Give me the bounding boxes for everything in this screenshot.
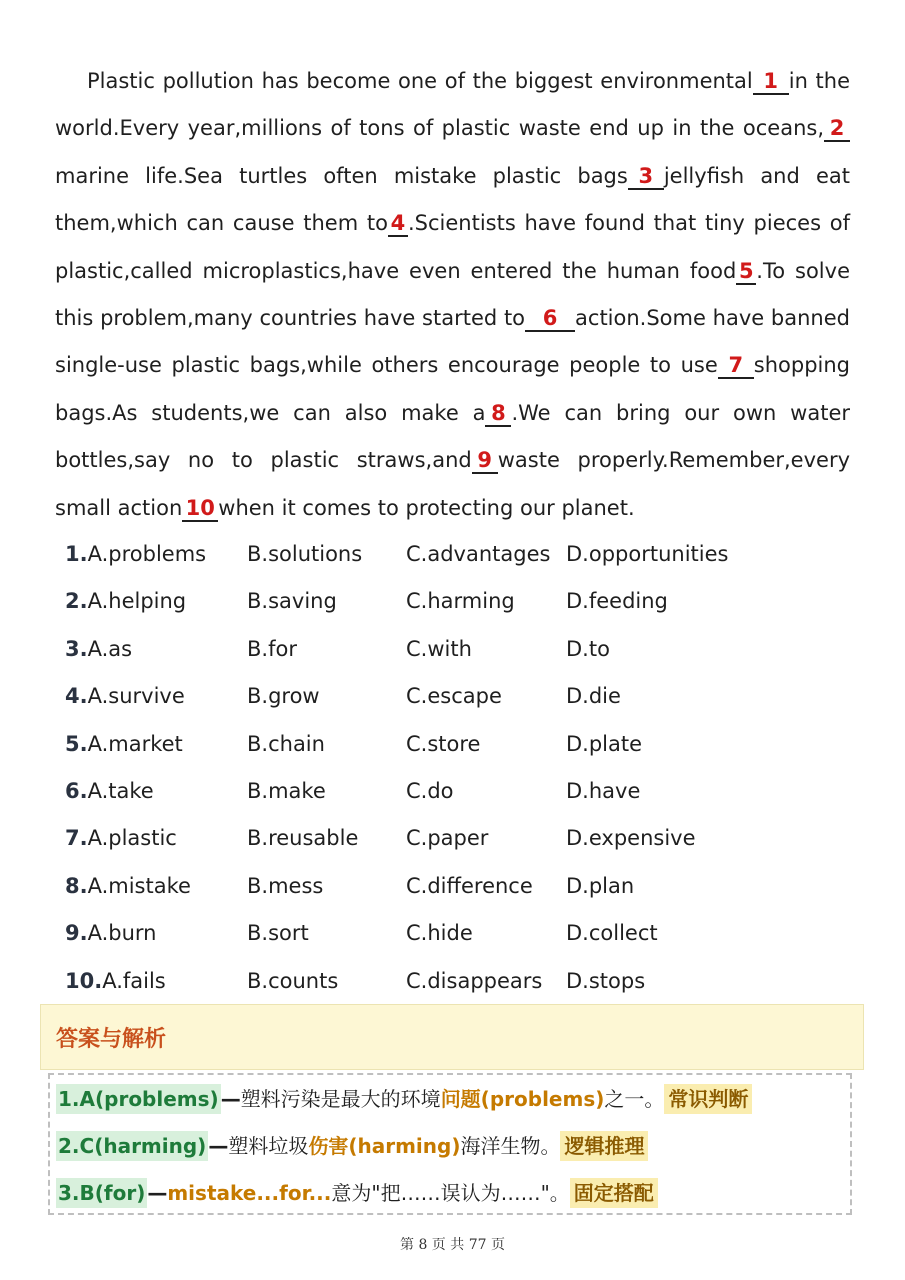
option-b: B.mess [247,873,324,898]
blank-6: 6 [525,306,575,332]
option-row [65,815,855,862]
option-a: 7.A.plastic [65,826,177,851]
option-d: D.plan [566,873,635,898]
option-row [65,721,855,768]
option-row [65,578,855,625]
answer-category-tag: 常识判断 [664,1084,752,1114]
blank-8: 8 [485,401,511,427]
answer-category-tag: 固定搭配 [570,1178,658,1208]
option-c: C.harming [406,589,515,614]
option-a: 4.A.survive [65,684,185,709]
option-d: D.to [566,636,610,661]
answer-text: 意为"把……误认为……"。 [331,1181,570,1205]
option-row [65,910,855,957]
answer-text: 海洋生物。 [460,1134,561,1158]
answer-section-title: 答案与解析 [56,1027,167,1052]
option-row [65,958,855,1005]
option-row [65,863,855,910]
question-number: 5. [65,731,88,756]
option-d: D.collect [566,921,658,946]
question-number: 4. [65,684,88,709]
option-b: B.counts [247,968,339,993]
answer-text: 塑料垃圾 [228,1134,309,1158]
option-b: B.solutions [247,542,363,566]
answer-key: 1.A(problems) [56,1084,221,1114]
option-a: 1.A.problems [65,542,207,566]
option-b: B.sort [247,921,309,946]
question-number: 10. [65,968,103,993]
option-c: C.difference [406,873,533,898]
blank-10: 10 [182,496,218,522]
answer-highlight: mistake...for... [167,1181,332,1205]
question-number: 1. [65,542,88,566]
answer-section-header [40,1004,864,1070]
option-c: C.hide [406,921,473,946]
option-c: C.with [406,636,472,661]
passage-text: in the world.Every year,millions of tons of plastic waste end up in the oceans, [55,69,850,141]
question-number: 7. [65,826,88,851]
answer-dash: — [220,1087,241,1111]
cloze-passage [55,58,850,532]
passage-text: action.Some have banned single-use plastic bags,while others encourage people to use [55,306,850,378]
option-a: 6.A.take [65,778,154,803]
option-b: B.chain [247,731,325,756]
question-number: 3. [65,636,88,661]
option-d: D.have [566,778,641,803]
answer-text: 塑料污染是最大的环境 [240,1087,441,1111]
question-number: 2. [65,589,88,614]
answer-highlight: 伤害(harming) [308,1134,461,1158]
option-row [65,768,855,815]
option-a: 3.A.as [65,636,133,661]
blank-7: 7 [718,353,754,379]
options-list [65,531,855,1005]
blank-3: 3 [628,164,664,190]
option-d: D.die [566,684,621,709]
passage-text: Plastic pollution has become one of the biggest environmental [87,69,753,93]
question-number: 9. [65,921,88,946]
answer-item [56,1128,648,1164]
answer-category-tag: 逻辑推理 [560,1131,648,1161]
passage-text: .To solve this problem,many countries have started to [55,258,850,331]
option-a: 5.A.market [65,731,183,756]
passage-text: shopping bags.As students,we can also make a [55,353,850,425]
blank-5: 5 [736,259,756,285]
option-b: B.make [247,778,326,803]
passage-text: when it comes to protecting our planet. [218,495,635,520]
option-a: 10.A.fails [65,968,166,993]
option-d: D.opportunities [566,542,729,566]
blank-4: 4 [388,211,408,237]
passage-text: .Scientists have found that tiny pieces of plastic,called microplastics,have even entered the human food [55,211,850,283]
answer-explanations [48,1073,852,1215]
passage-text: waste properly.Remember,every small action [55,448,851,520]
passage-text: .We can bring our own water bottles,say no to plastic straws,and [55,400,850,473]
option-b: B.saving [247,589,337,614]
answer-item [56,1175,658,1211]
page-footer: 第 8 页 共 77 页 [400,1237,505,1253]
option-row [65,626,855,673]
option-c: C.disappears [406,968,543,993]
option-a: 2.A.helping [65,589,187,614]
blank-2: 2 [824,116,850,142]
option-d: D.expensive [566,826,696,851]
passage-text: jellyfish and eat them,which can cause them to [55,163,850,236]
option-c: C.paper [406,826,489,851]
blank-9: 9 [472,448,498,474]
option-b: B.for [247,636,297,661]
question-number: 8. [65,873,88,898]
option-c: C.store [406,731,481,756]
option-d: D.plate [566,731,643,756]
option-c: C.do [406,778,454,803]
answer-dash: — [208,1134,229,1158]
option-a: 9.A.burn [65,921,157,946]
answer-dash: — [147,1181,168,1205]
option-row [65,673,855,720]
answer-text: 之一。 [604,1087,665,1111]
option-row [65,531,855,578]
answer-highlight: 问题(problems) [440,1087,605,1111]
option-c: C.advantages [406,542,551,566]
passage-text: marine life.Sea turtles often mistake plastic bags [55,163,628,188]
option-c: C.escape [406,684,502,709]
option-d: D.feeding [566,589,668,614]
blank-1: 1 [753,69,789,95]
answer-key: 3.B(for) [56,1178,147,1208]
option-d: D.stops [566,968,646,993]
answer-item [56,1081,752,1117]
option-a: 8.A.mistake [65,873,191,898]
question-number: 6. [65,778,88,803]
option-b: B.reusable [247,826,359,851]
answer-key: 2.C(harming) [56,1131,208,1161]
option-b: B.grow [247,684,320,709]
